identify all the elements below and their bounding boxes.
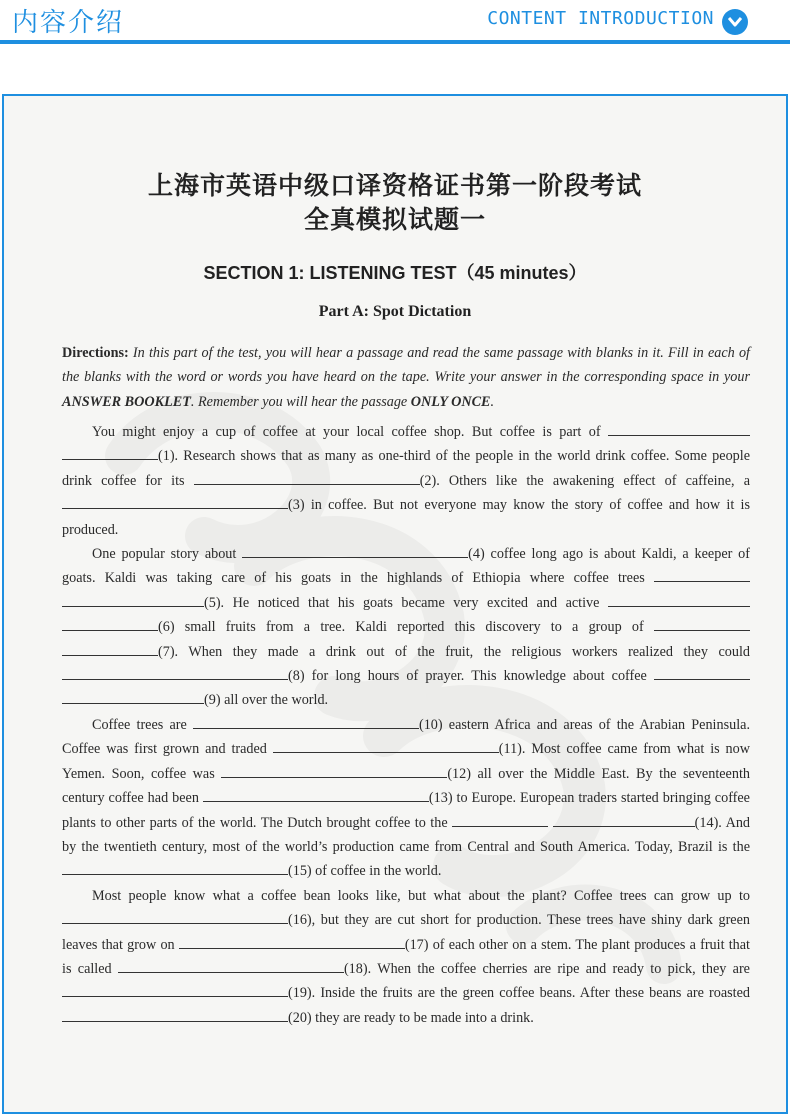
header-divider — [0, 40, 790, 44]
passage-text: (16), but they are cut short for production. These trees have shiny dark green leaves that grow on — [62, 912, 750, 953]
document-frame — [2, 94, 788, 1114]
answer-blank-5a — [654, 566, 750, 582]
answer-blank-18 — [118, 957, 344, 973]
answer-blank-16 — [62, 908, 288, 924]
passage-text: Coffee trees are — [92, 716, 193, 733]
passage-text: (6) small fruits from a tree. Kaldi reported this discovery to a group of — [158, 619, 654, 636]
document-subtitle: 全真模拟试题一 — [303, 205, 486, 234]
passage-text: (14). And by the twentieth century, most of the world’s production came from Central and South America. Today, Brazil is the — [62, 814, 751, 855]
answer-blank-9b — [62, 688, 204, 704]
passage-text: (17) of each other on a stem. The plant produces a fruit that is called — [62, 936, 750, 977]
answer-blank-7b — [62, 640, 158, 656]
passage-paragraph-1 — [62, 420, 750, 542]
passage-paragraph-3 — [62, 713, 750, 884]
answer-blank-13 — [203, 786, 429, 802]
passage-text: (18). When the coffee cherries are ripe and ready to pick, they are — [343, 960, 750, 977]
header-title-en: CONTENT INTRODUCTION — [487, 8, 714, 29]
passage-text: Most people know what a coffee bean looks like, but what about the plant? Coffee trees can grow up to — [92, 887, 750, 904]
passage-text: (3) in coffee. But not everyone may know the story of coffee and how it is produced. — [62, 497, 750, 538]
passage-text: (5). He noticed that his goats became very excited and active — [204, 594, 608, 611]
directions-paragraph — [62, 341, 750, 414]
part-heading: Part A: Spot Dictation — [318, 303, 472, 320]
passage-text: (1). Research shows that as many as one-third of the people in the world drink coffee. Some people drink coffee for its — [62, 448, 750, 489]
passage-text: You might enjoy a cup of coffee at your local coffee shop. But coffee is part of — [92, 424, 608, 440]
passage-text: (8) for long hours of prayer. This knowledge about coffee — [288, 668, 654, 685]
passage-paragraph-4 — [62, 884, 750, 1030]
directions-label: Directions: — [62, 345, 129, 361]
answer-blank-6b — [62, 615, 158, 631]
passage-text: (9) all over the world. — [204, 692, 329, 709]
passage-text: (13) to Europe. European traders started bringing coffee plants to other parts of the world. The Dutch brought coffee to the — [62, 790, 750, 831]
answer-blank-4 — [242, 542, 468, 558]
answer-blank-5b — [62, 591, 204, 607]
answer-blank-11 — [273, 737, 499, 753]
directions-emphasis: ONLY ONCE — [410, 393, 491, 410]
directions-text: . Remember you will hear the passage — [190, 393, 411, 410]
directions-text: . — [490, 393, 495, 410]
passage-text: (20) they are ready to be made into a drink. — [288, 1009, 534, 1026]
answer-blank-2 — [194, 469, 420, 485]
answer-blank-6a — [608, 591, 750, 607]
directions-emphasis: ANSWER BOOKLET — [62, 393, 191, 410]
answer-blank-7a — [654, 615, 750, 631]
answer-blank-9a — [654, 664, 750, 680]
answer-blank-1b — [62, 444, 158, 460]
answer-blank-8 — [62, 664, 288, 680]
passage-text: One popular story about — [92, 546, 243, 563]
answer-blank-12 — [221, 762, 447, 778]
dictation-passage — [62, 420, 750, 1030]
page-header — [0, 0, 790, 40]
answer-blank-17 — [179, 933, 405, 949]
passage-paragraph-2 — [62, 542, 750, 713]
answer-blank-14a — [452, 811, 548, 827]
answer-blank-1a — [608, 420, 750, 436]
answer-blank-15 — [62, 859, 288, 875]
passage-text: (12) all over the Middle East. By the seventeenth century coffee had been — [62, 765, 750, 807]
document-title: 上海市英语中级口译资格证书第一阶段考试 — [147, 171, 642, 200]
passage-text: (4) coffee long ago is about Kaldi, a keeper of goats. Kaldi was taking care of his goats in the highlands of Ethiopia where coffee trees — [62, 546, 750, 587]
directions-text: In this part of the test, you will hear a passage and read the same passage with blanks in it. Fill in each of the blanks with the word or words you have heard on the tape. Write your answer in the corresponding space in your — [62, 345, 750, 386]
answer-blank-10 — [193, 713, 419, 729]
answer-blank-19 — [62, 981, 288, 997]
passage-text: (11). Most coffee came from what is now Yemen. Soon, coffee was — [62, 741, 750, 782]
chevron-down-circle-icon — [722, 9, 748, 35]
passage-text: (7). When they made a drink out of the fruit, the religious workers realized they could — [158, 643, 750, 660]
header-title-cn: 内容介绍 — [12, 8, 125, 38]
passage-text: (2). Others like the awakening effect of caffeine, a — [419, 472, 750, 489]
answer-blank-3 — [62, 493, 288, 509]
section-heading: SECTION 1: LISTENING TEST（45 minutes） — [203, 263, 587, 283]
passage-text: (10) eastern Africa and areas of the Arabian Peninsula. Coffee was first grown and traded — [62, 716, 750, 758]
answer-blank-20 — [62, 1006, 288, 1022]
passage-text: (19). Inside the fruits are the green coffee beans. After these beans are roasted — [288, 985, 750, 1002]
answer-blank-14b — [553, 811, 695, 827]
passage-text: (15) of coffee in the world. — [288, 863, 442, 880]
